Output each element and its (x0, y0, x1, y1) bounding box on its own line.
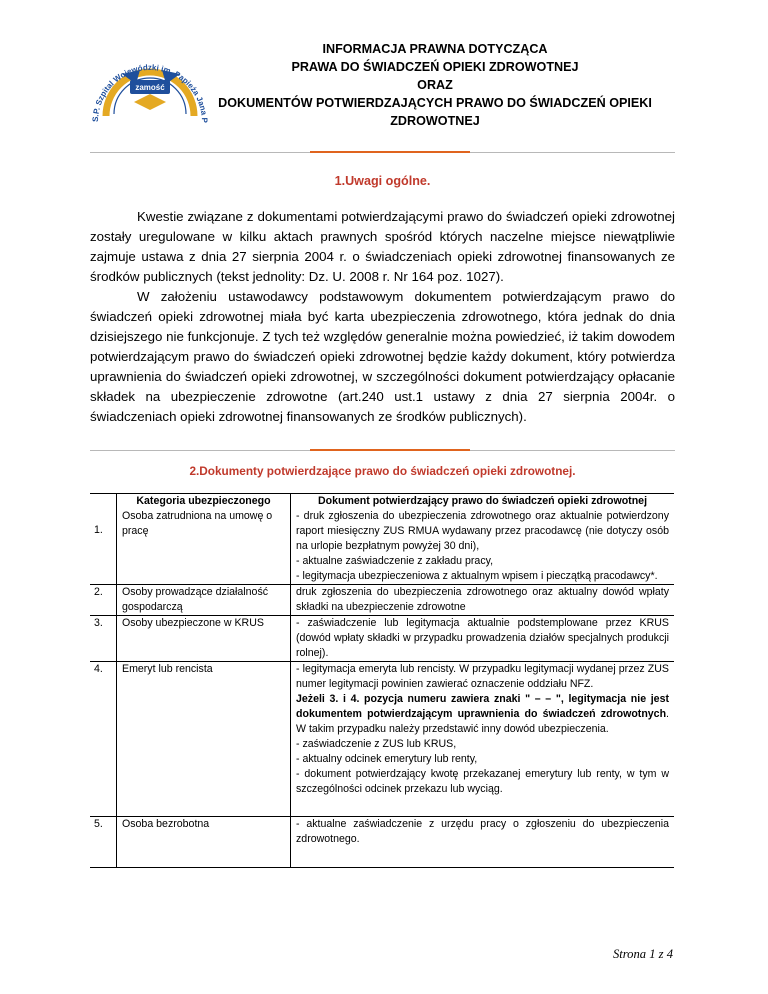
title-line-2: PRAWA DO ŚWIADCZEŃ OPIEKI ZDROWOTNEJ (291, 60, 579, 74)
page-number: Strona 1 z 4 (612, 947, 673, 961)
row-document (291, 662, 675, 798)
divider-accent (310, 449, 470, 451)
documents-table (90, 493, 674, 868)
hospital-seal-icon (84, 44, 216, 134)
section-1-heading: 1.Uwagi ogólne. (334, 174, 431, 188)
row-document (291, 817, 675, 868)
row-document (291, 616, 675, 662)
document-line: - druk zgłoszenia do ubezpieczenia zdrowotnego oraz aktualnie potwierdzony raport miesięczny ZUS RMUA wydawany przez pracodawcę (nie dotyczy osób na urlopie bezpłatnym powyżej 30 dni), (296, 510, 669, 552)
row-number: 3. (90, 616, 117, 662)
table-row (90, 585, 674, 616)
row-number: 2. (90, 585, 117, 616)
document-line: - aktualne zaświadczenie z zakładu pracy, (296, 555, 494, 567)
section-1-paragraph-2: W założeniu ustawodawcy podstawowym dokumentem potwierdzającym prawo do świadczeń opieki zdrowotnej miała być karta ubezpieczenia zdrowotnego, która jednak do dnia dzisiejszego nie funkcjonuje. Z tych też względów generalnie można powiedzieć, iż takim dowodem potwierdzającym prawo do świadczeń opieki zdrowotnej będzie każdy dokument, który potwierdza uprawnienia do świadczeń opieki zdrowotnej, w szczególności dokument potwierdzający opłacanie składek na ubezpieczenie zdrowotne (art.240 ust.1 ustawy z dnia 27 sierpnia 2004r. o świadczeniach opieki zdrowotnej finansowanych ze środków publicznych). (90, 289, 675, 424)
table-header-document: Dokument potwierdzający prawo do świadczeń opieki zdrowotnej (291, 494, 675, 510)
document-warning-rest: . W takim przypadku należy przedstawić inny dowód ubezpieczenia. (296, 708, 669, 735)
spacer-cell (291, 797, 675, 817)
svg-text:zamość: zamość (135, 83, 165, 92)
row-number: 4. (90, 662, 117, 798)
row-document (291, 509, 675, 585)
document-title (200, 40, 670, 130)
document-line: - dokument potwierdzający kwotę przekazanej emerytury lub renty, w tym w szczególności odcinek przekazu lub wyciąg. (296, 768, 669, 795)
document-line: druk zgłoszenia do ubezpieczenia zdrowotnego oraz aktualny dowód wpłaty składki na ubezpieczenie zdrowotne (296, 586, 669, 613)
svg-text:S.P. Szpital Wojewódzki im. Pa: S.P. Szpital Wojewódzki im. Papieża Jana P (90, 62, 210, 124)
table-header-num (90, 494, 117, 510)
document-line: - legitymacja ubezpieczeniowa z aktualnym wpisem i pieczątką pracodawcy*. (296, 570, 658, 582)
title-line-5: ZDROWOTNEJ (390, 114, 480, 128)
table-row (90, 662, 674, 798)
title-line-3: ORAZ (417, 78, 453, 92)
row-number: 5. (90, 817, 117, 868)
spacer-cell (117, 797, 291, 817)
row-category: Osoby prowadzące działalność gospodarczą (117, 585, 291, 616)
document-warning (296, 692, 669, 737)
row-document (291, 585, 675, 616)
title-line-4: DOKUMENTÓW POTWIERDZAJĄCYCH PRAWO DO ŚWIADCZEŃ OPIEKI (218, 96, 652, 110)
hospital-logo (84, 44, 216, 134)
row-category: Emeryt lub rencista (117, 662, 291, 798)
document-warning-bold: Jeżeli 3. i 4. pozycja numeru zawiera znaki " – – ", legitymacja nie jest dokumentem potwierdzającym uprawnienia do świadczeń zdrowotnych (296, 693, 669, 720)
document-line: - aktualny odcinek emerytury lub renty, (296, 753, 478, 765)
table-spacer (90, 797, 674, 817)
row-category: Osoba bezrobotna (117, 817, 291, 868)
document-line: - legitymacja emeryta lub rencisty. W przypadku legitymacji wydanej przez ZUS numer legitymacji powinien zawierać oznaczenie oddziału NFZ. (296, 663, 669, 690)
table-row (90, 817, 674, 868)
row-number: 1. (90, 509, 117, 585)
section-1-paragraph-1: Kwestie związane z dokumentami potwierdzającymi prawo do świadczeń opieki zdrowotnej zostały uregulowane w kilku aktach prawnych spośród których naczelne miejsce niewątpliwie zajmuje ustawa z dnia 27 sierpnia 2004 r. o świadczeniach opieki zdrowotnej finansowanych ze środków publicznych (tekst jednolity: Dz. U. 2008 r. Nr 164 poz. 1027). (90, 209, 675, 284)
document-line: - zaświadczenie z ZUS lub KRUS, (296, 738, 457, 750)
row-category: Osoby ubezpieczone w KRUS (117, 616, 291, 662)
title-line-1: INFORMACJA PRAWNA DOTYCZĄCA (322, 42, 548, 56)
row-category: Osoba zatrudniona na umowę o pracę (117, 509, 291, 585)
section-2-heading: 2.Dokumenty potwierdzające prawo do świadczeń opieki zdrowotnej. (189, 464, 576, 478)
document-line: - zaświadczenie lub legitymacja aktualnie podstemplowane przez KRUS (dowód wpłaty składki w przypadku prowadzenia działów specjalnych produkcji rolnej). (296, 617, 669, 659)
table-row (90, 509, 674, 585)
spacer-cell (90, 797, 117, 817)
table-row (90, 616, 674, 662)
document-line: - aktualne zaświadczenie z urzędu pracy o zgłoszeniu do ubezpieczenia zdrowotnego. (296, 818, 669, 845)
table-header-category: Kategoria ubezpieczonego (117, 494, 291, 510)
divider-accent (310, 151, 470, 153)
